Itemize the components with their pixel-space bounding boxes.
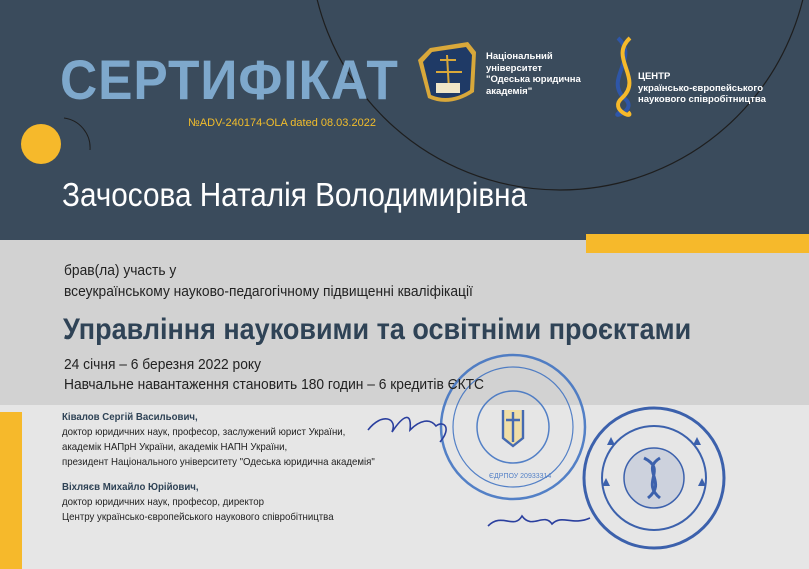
center-name-line: українсько-європейського — [638, 82, 763, 94]
signatory-title-line: академік НАПрН України, академік НАПН України, — [62, 441, 288, 453]
signatory-title-line: доктор юридичних наук, професор, заслужений юрист України, — [62, 426, 346, 438]
signatory-title-line: президент Національного університету "Одеська юридична академія" — [62, 456, 375, 468]
signatory-2 — [62, 480, 334, 525]
university-logo-text — [486, 51, 596, 97]
program-line: всеукраїнському науково-педагогічному підвищенні кваліфікації — [64, 283, 473, 300]
stamp-edrpou: ЄДРПОУ 20933314 — [489, 473, 552, 480]
certificate-number: №ADV-240174-OLA dated 08.03.2022 — [188, 117, 376, 129]
yellow-accent-bar — [586, 234, 809, 253]
university-name-line: "Одеська юридична — [486, 74, 581, 85]
signatory-1 — [62, 410, 375, 470]
small-arc — [64, 118, 90, 150]
course-title: Управління науковими та освітніми проєктами — [63, 313, 692, 346]
recipient-name: Зачосова Наталія Володимирівна — [62, 176, 528, 213]
participation-line: брав(ла) участь у — [64, 262, 177, 279]
signature-1-icon — [368, 417, 446, 442]
center-stamp-icon — [584, 408, 724, 548]
yellow-accent-circle — [21, 124, 61, 164]
signatory-name: Ківалов Сергій Васильович, — [62, 411, 198, 423]
center-name-line: ЦЕНТР — [638, 71, 671, 82]
center-logo-icon — [617, 38, 630, 115]
university-logo-icon — [418, 42, 476, 102]
yellow-side-bar — [0, 412, 22, 569]
university-name-line: академія" — [486, 85, 533, 97]
certificate-title: СЕРТИФІКАТ — [60, 48, 399, 111]
signatory-title-line: Центру українсько-європейського наукового співробітництва — [62, 511, 334, 523]
university-name-line: університет — [486, 62, 543, 74]
signatory-name: Віхляєв Михайло Юрійович, — [62, 481, 199, 493]
center-name-line: наукового співробітництва — [638, 94, 766, 105]
center-logo-text — [638, 71, 788, 106]
university-name-line: Національний — [486, 51, 553, 62]
signature-2-icon — [488, 516, 590, 526]
signatory-title-line: доктор юридичних наук, професор, директор — [62, 496, 264, 508]
course-workload: Навчальне навантаження становить 180 годин – 6 кредитів ЄКТС — [64, 376, 485, 393]
course-dates: 24 січня – 6 березня 2022 року — [64, 356, 261, 373]
